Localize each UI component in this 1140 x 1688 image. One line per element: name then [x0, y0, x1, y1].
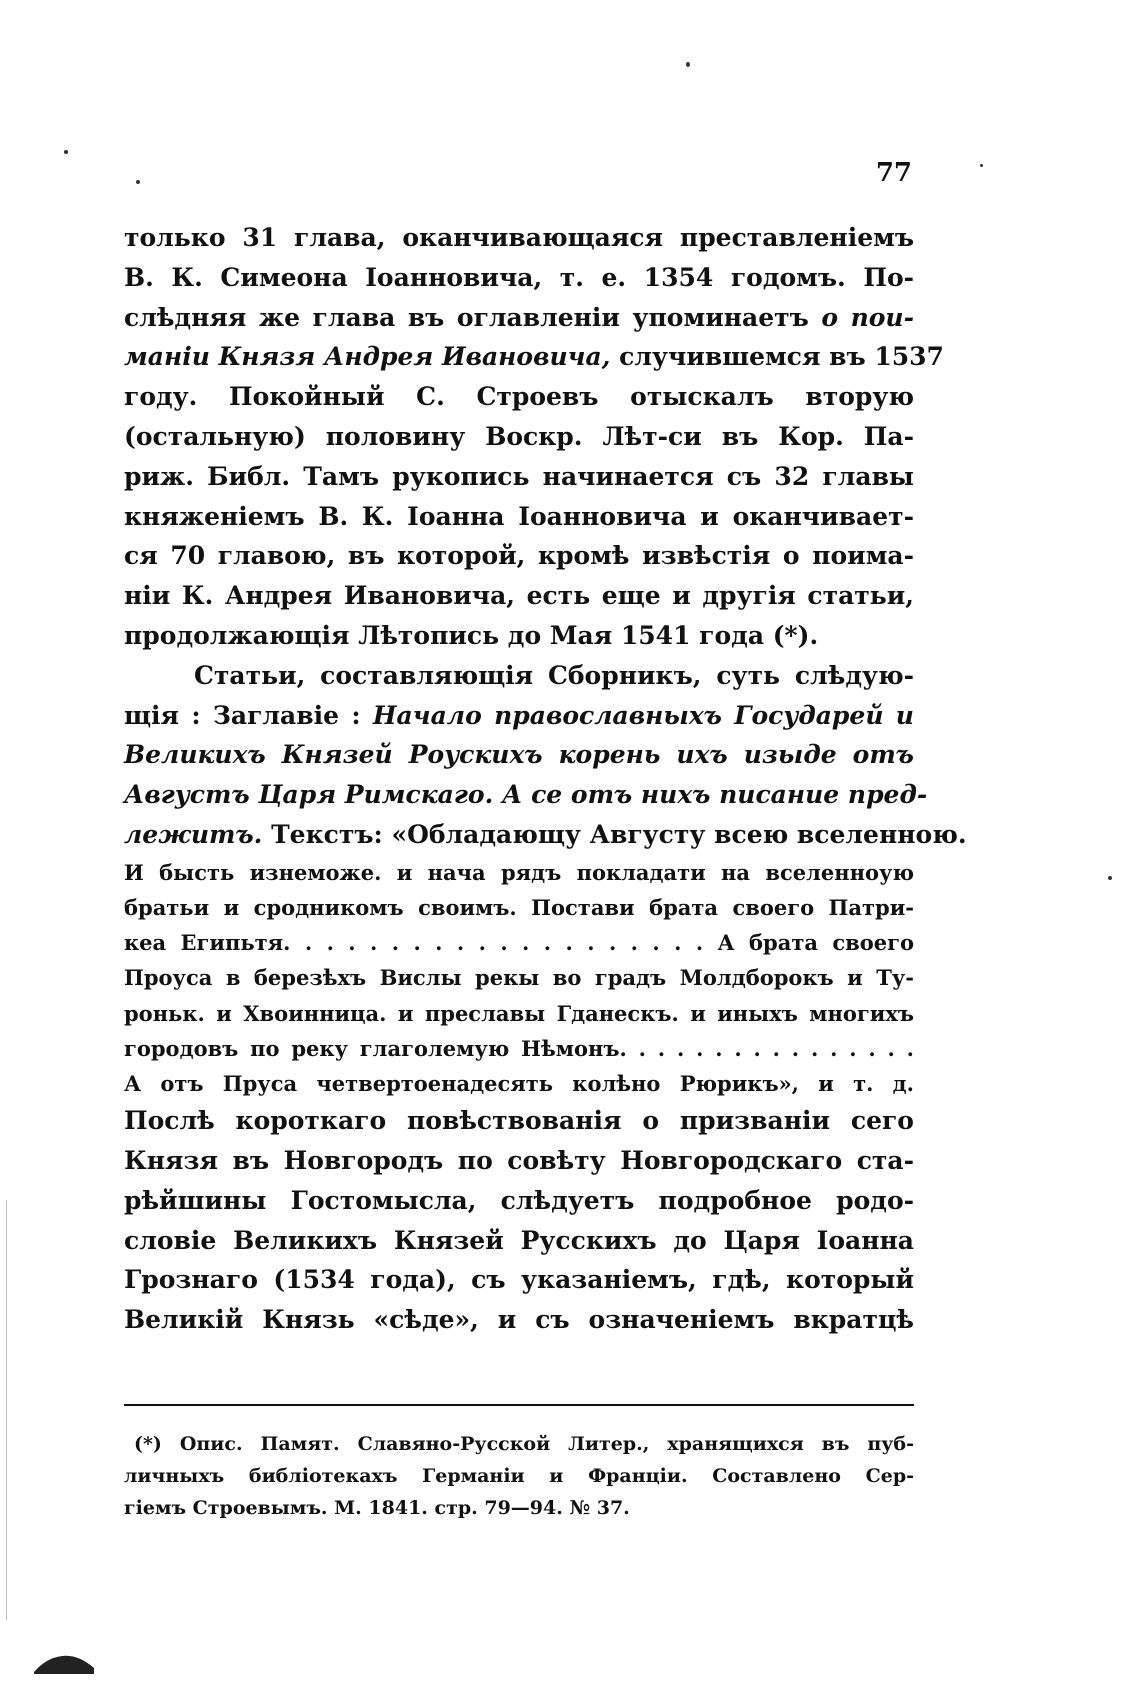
text-segment: Текстъ: «Обладающу Августу всею вселенною. — [271, 819, 967, 849]
paragraph-3 — [124, 1101, 914, 1340]
scan-blot — [32, 1652, 96, 1674]
text-line: Статьи, составляющія Сборникъ, суть слѣдую- — [194, 660, 914, 690]
text-line — [124, 696, 914, 736]
scan-speck — [64, 150, 68, 154]
scan-speck — [686, 62, 690, 67]
text-line: Князя въ Новгородъ по совѣту Новгородскаго ста- — [124, 1145, 914, 1175]
scan-speck — [980, 164, 983, 167]
footnote-divider — [124, 1404, 914, 1406]
text-line: Послѣ короткаго повѣствованія о призваніи сего — [124, 1106, 914, 1136]
footnote-line: личныхъ библіотекахъ Германіи и Франціи. Составлено Сер- — [124, 1465, 914, 1487]
text-line: Великій Князь «сѣде», и съ означеніемъ вкратцѣ — [124, 1305, 914, 1335]
text-line: Великихъ Князей Роускихъ корень ихъ изыде отъ — [124, 740, 914, 770]
quote-line: И бысть изнеможе. и нача рядъ покладати на вселенноую — [124, 859, 914, 885]
footnote-line: (*) Опис. Памят. Славяно-Русской Литер., хранящихся въ пуб- — [134, 1433, 914, 1455]
text-line: году. Покойный С. Строевъ отыскалъ вторую — [124, 382, 914, 412]
footnote-line: гіемъ Строевымъ. М. 1841. стр. 79—94. № 37. — [124, 1497, 630, 1519]
quote-line: братьи и сродникомъ своимъ. Постави брата своего Патри- — [124, 894, 914, 920]
paragraph-1 — [124, 218, 944, 656]
text-line — [124, 815, 967, 855]
text-line: продолжающія Лѣтопись до Мая 1541 года (*). — [124, 620, 819, 650]
text-line: В. К. Симеона Іоанновича, т. е. 1354 годомъ. По- — [124, 262, 914, 292]
footnote — [124, 1428, 914, 1524]
scan-edge-line — [6, 1200, 7, 1620]
text-segment: случившемся въ 1537 — [619, 342, 944, 372]
text-segment: щія : Заглавіе : — [124, 700, 361, 730]
italic-segment: маніи Князя Андрея Ивановича, — [124, 342, 611, 372]
text-line: только 31 глава, оканчивающаяся преставленіемъ — [124, 223, 914, 252]
body-text — [124, 218, 967, 1340]
scan-speck — [136, 180, 140, 184]
text-line: Грознаго (1534 года), съ указаніемъ, гдѣ, который — [124, 1265, 914, 1295]
text-line: Августъ Царя Римскаго. А се отъ нихъ писание пред- — [124, 780, 928, 810]
chronicle-quote — [124, 855, 914, 1101]
text-line — [124, 337, 944, 377]
italic-segment: лежитъ. — [124, 819, 263, 849]
text-line: (остальную) половину Воскр. Лѣт-си въ Кор. Па- — [124, 421, 914, 451]
text-line — [124, 298, 914, 338]
text-line: риж. Библ. Тамъ рукопись начинается съ 32 главы — [124, 461, 914, 491]
text-line: рѣйшины Гостомысла, слѣдуетъ подробное родо- — [124, 1185, 914, 1215]
text-line: княженіемъ В. К. Іоанна Іоанновича и оканчивает- — [124, 501, 914, 531]
italic-segment: Начало православныхъ Государей и — [372, 700, 914, 730]
paragraph-2 — [124, 656, 967, 855]
text-line: ніи К. Андрея Ивановича, есть еще и другія статьи, — [124, 581, 914, 611]
text-segment: слѣдняя же глава въ оглавленіи упоминаетъ — [124, 302, 809, 332]
quote-line: А отъ Пруса четвертоенадесять колѣно Рюрикъ», и т. д. — [124, 1070, 914, 1096]
page-number: 77 — [875, 158, 912, 188]
quote-line: Проуса в березѣхъ Вислы рекы во градъ Молдборокъ и Ту- — [124, 965, 914, 991]
quote-line: роньк. и Хвоинница. и преславы Гданескъ. и иныхъ многихъ — [124, 1000, 914, 1026]
quote-line: городовъ по реку глаголемую Нѣмонъ. . . . . . . . . . . . . . . . — [124, 1035, 914, 1061]
text-line: словіе Великихъ Князей Русскихъ до Царя Іоанна — [124, 1225, 914, 1255]
quote-line: кеа Египьтя. . . . . . . . . . . . . . . . . . . . А брата своего — [124, 930, 914, 956]
text-line: ся 70 главою, въ которой, кромѣ извѣстія о поима- — [124, 541, 914, 571]
scan-speck — [1108, 876, 1112, 880]
italic-segment: о пои- — [821, 302, 914, 332]
